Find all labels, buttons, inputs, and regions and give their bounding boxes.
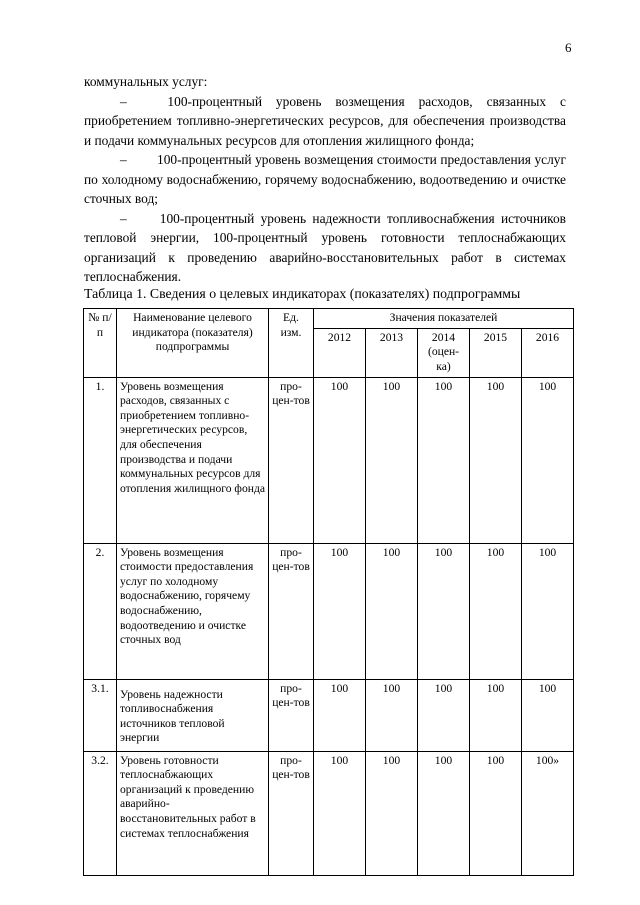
row-value: 100 (314, 377, 366, 543)
header-row (84, 309, 574, 329)
list-item-cost-recovery: – 100-процентный уровень возмещения стоимости предоставления услуг по холодному водоснабжению, горячему водоснабжению, водоотведению и очистке сточных вод; (84, 152, 566, 206)
row-name: Уровень надежности топливоснабжения источников тепловой энергии (117, 679, 269, 751)
table-row (84, 679, 574, 751)
row-value: 100 (522, 679, 574, 751)
row-unit: про-цен-тов (269, 751, 314, 875)
row-value: 100 (366, 679, 418, 751)
body-text (84, 72, 566, 287)
row-value: 100 (418, 543, 470, 679)
row-name: Уровень готовности теплоснабжающих организаций к проведению аварийно-восстановительных работ в системах теплоснабжения (117, 751, 269, 875)
row-value: 100 (522, 377, 574, 543)
row-value: 100 (366, 751, 418, 875)
row-value: 100 (522, 543, 574, 679)
header-num: № п/п (84, 309, 117, 378)
list-item-expense-recovery: – 100-процентный уровень возмещения расходов, связанных с приобретением топливно-энергетических ресурсов, для обеспечения производства и подачи коммунальных ресурсов для отопления жилищного фонда; (84, 93, 566, 148)
header-year: 2013 (366, 328, 418, 377)
table-row (84, 377, 574, 543)
row-name: Уровень возмещения стоимости предоставления услуг по холодному водоснабжению, горячему водоснабжению, водоотведению и очистке сточных вод (117, 543, 269, 679)
row-value: 100 (418, 679, 470, 751)
row-value: 100 (418, 751, 470, 875)
list-item-reliability: – 100-процентный уровень надежности топливоснабжения источников тепловой энергии, 100-процентный уровень готовности теплоснабжающих организаций к проведению аварийно-восстановительных работ в системах теплоснабжения. (84, 210, 566, 284)
row-num: 2. (84, 543, 117, 679)
row-name: Уровень возмещения расходов, связанных с приобретением топливно-энергетических ресурсов, для обеспечения производства и подачи коммунальных ресурсов для отопления жилищного фонда (117, 377, 269, 543)
row-unit: про-цен-тов (269, 679, 314, 751)
row-value: 100 (418, 377, 470, 543)
row-num: 3.2. (84, 751, 117, 875)
row-value: 100 (470, 543, 522, 679)
row-value: 100 (366, 543, 418, 679)
row-value: 100» (522, 751, 574, 875)
header-unit: Ед. изм. (269, 309, 314, 378)
row-unit: про-цен-тов (269, 543, 314, 679)
row-value: 100 (470, 377, 522, 543)
header-year: 2014 (оцен-ка) (418, 328, 470, 377)
header-year: 2015 (470, 328, 522, 377)
header-values-group: Значения показателей (314, 309, 574, 329)
indicators-table (83, 308, 574, 876)
table-row (84, 751, 574, 875)
row-value: 100 (314, 543, 366, 679)
paragraph-continuation: коммунальных услуг: (84, 74, 208, 89)
row-value: 100 (470, 679, 522, 751)
table-row (84, 543, 574, 679)
header-year: 2016 (522, 328, 574, 377)
row-unit: про-цен-тов (269, 377, 314, 543)
row-value: 100 (366, 377, 418, 543)
page-number: 6 (565, 40, 572, 55)
row-num: 1. (84, 377, 117, 543)
row-value: 100 (314, 751, 366, 875)
header-year: 2012 (314, 328, 366, 377)
table-caption: Таблица 1. Сведения о целевых индикаторах (показателях) подпрограммы (84, 286, 521, 301)
row-value: 100 (470, 751, 522, 875)
row-num: 3.1. (84, 679, 117, 751)
row-value: 100 (314, 679, 366, 751)
header-name: Наименование целевого индикатора (показателя) подпрограммы (117, 309, 269, 378)
